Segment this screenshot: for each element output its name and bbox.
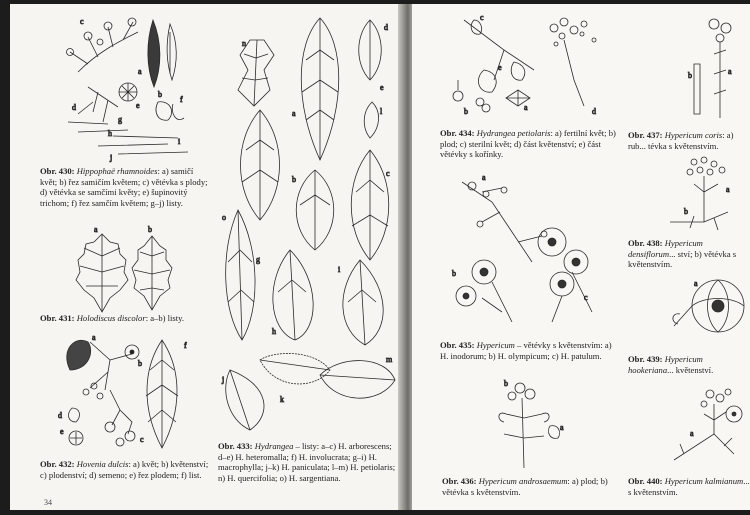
fig-label: b xyxy=(504,379,508,388)
fig-label: m xyxy=(386,355,393,364)
fig-label: c xyxy=(140,435,144,444)
caption-430 xyxy=(40,166,208,208)
fig-label: e xyxy=(60,427,64,436)
caption-431 xyxy=(40,313,210,324)
caption-species: Hypericum kalmianum xyxy=(664,476,744,486)
caption-number: Obr. 436: xyxy=(442,476,477,486)
caption-text: : a) rub... tévka s květenstvím. xyxy=(628,130,734,151)
caption-439 xyxy=(628,354,750,375)
caption-number: Obr. 433: xyxy=(218,441,253,451)
fig-label: d xyxy=(384,23,388,32)
caption-number: Obr. 437: xyxy=(628,130,663,140)
caption-435 xyxy=(440,340,620,361)
fig-label: b xyxy=(452,269,456,278)
fig-label: e xyxy=(380,83,384,92)
fig-label: a xyxy=(690,429,694,438)
caption-number: Obr. 431: xyxy=(40,313,75,323)
right-page xyxy=(412,4,750,510)
caption-text: ... květenství. xyxy=(667,364,714,375)
caption-440 xyxy=(628,476,750,497)
caption-433 xyxy=(218,441,400,483)
caption-text: – listy: a–c) H. arborescens; d–e) H. heteromalla; f) H. involucrata; g–i) H. macrophylla; j–k) H. paniculata; l–m) H. petiolaris; n) H. quercifolia; o) H. sargentiana. xyxy=(218,441,396,483)
caption-text: : a) květ; b) květenství; c) plodenství; d) semeno; e) řez plodem; f) list. xyxy=(40,459,209,480)
fig-label: a xyxy=(94,225,98,234)
caption-species: Hydrangea xyxy=(254,441,294,451)
fig-label: b xyxy=(148,225,152,234)
fig-label: k xyxy=(280,395,284,404)
left-page xyxy=(10,4,408,510)
fig-label: b xyxy=(292,175,296,184)
fig-label: e xyxy=(498,63,502,72)
fig-label: a xyxy=(524,103,528,112)
caption-number: Obr. 439: xyxy=(628,354,663,364)
fig-label: a xyxy=(482,173,486,182)
caption-text: ... s květenstvím. xyxy=(628,476,750,497)
fig-label: a xyxy=(728,67,732,76)
fig-label: b xyxy=(688,71,692,80)
figure-432-hovenia xyxy=(50,330,200,454)
caption-species: Hypericum coris xyxy=(664,130,723,140)
caption-number: Obr. 435: xyxy=(440,340,475,350)
figure-439-hypericum-hookeriana xyxy=(664,266,750,346)
fig-label: b xyxy=(684,207,688,216)
fig-label: g xyxy=(118,115,122,124)
fig-label: n xyxy=(242,39,246,48)
figure-431-holodiscus xyxy=(72,226,182,314)
caption-434 xyxy=(440,128,620,160)
page-number: 34 xyxy=(44,498,52,507)
caption-text: – větévky s květenstvím: a) H. inodorum; b) H. olympicum; c) H. patulum. xyxy=(440,340,612,361)
caption-number: Obr. 440: xyxy=(628,476,663,486)
caption-species: Hippophaë rhamnoides xyxy=(76,166,158,176)
caption-437 xyxy=(628,130,750,151)
caption-438 xyxy=(628,238,750,270)
figure-436-hypericum-androsaemum xyxy=(490,378,570,470)
fig-label: d xyxy=(72,103,76,112)
fig-label: i xyxy=(338,265,341,274)
fig-label: d xyxy=(592,107,596,116)
figure-438-hypericum-densiflorum xyxy=(664,152,750,236)
fig-label: g xyxy=(256,255,260,264)
fig-label: f xyxy=(180,95,183,104)
fig-label: b xyxy=(158,90,162,99)
fig-label: a xyxy=(694,279,698,288)
fig-label: b xyxy=(464,107,468,116)
fig-label: e xyxy=(136,101,140,110)
caption-text: : a) plod; b) větévka s květenstvím. xyxy=(442,476,608,497)
fig-label: f xyxy=(184,341,187,350)
caption-number: Obr. 432: xyxy=(40,459,75,469)
fig-label: c xyxy=(80,17,84,26)
caption-species: Hydrangea petiolaris xyxy=(476,128,551,138)
fig-label: h xyxy=(108,129,112,138)
fig-label: j xyxy=(222,375,225,384)
caption-number: Obr. 430: xyxy=(40,166,75,176)
caption-species: Hypericum androsaemum xyxy=(478,476,568,486)
fig-label: a xyxy=(138,67,142,76)
caption-species: Hypericum xyxy=(476,340,515,350)
caption-number: Obr. 438: xyxy=(628,238,663,248)
caption-text: : a) samičí květ; b) řez samičím květem; c) větévka s plody; d) větévka se samčími květy; e) šupinovitý trichom; f) řez samčím květem; g–j) listy. xyxy=(40,166,208,208)
caption-species: Hypericum densiflorum xyxy=(628,238,703,259)
fig-label: j xyxy=(110,153,113,162)
caption-species: Hypericum hookeriana xyxy=(628,354,703,375)
caption-text: : a–b) listy. xyxy=(145,313,185,323)
fig-label: c xyxy=(584,293,588,302)
fig-label: c xyxy=(386,169,390,178)
figure-434-hydrangea-petiolaris xyxy=(444,10,614,122)
fig-label: o xyxy=(222,213,226,222)
caption-species: Holodiscus discolor xyxy=(76,313,146,323)
fig-label: a xyxy=(92,333,96,342)
figure-433-hydrangea-leaves xyxy=(220,10,400,438)
caption-436 xyxy=(442,476,620,497)
fig-label: l xyxy=(380,107,383,116)
figure-430-hippophae xyxy=(58,12,198,162)
fig-label: a xyxy=(560,423,564,432)
caption-number: Obr. 434: xyxy=(440,128,475,138)
caption-text: : a) fertilní květ; b) plod; c) sterilní květ; d) část květenství; e) část větévky s kořínky. xyxy=(440,128,616,160)
fig-label: b xyxy=(138,359,142,368)
caption-species: Hovenia dulcis xyxy=(76,459,129,469)
fig-label: i xyxy=(178,137,181,146)
figure-437-hypericum-coris xyxy=(674,14,750,126)
fig-label: a xyxy=(292,109,296,118)
fig-label: d xyxy=(58,411,62,420)
figure-440-hypericum-kalmianum xyxy=(664,384,750,468)
caption-432 xyxy=(40,459,210,480)
fig-label: h xyxy=(272,327,276,336)
fig-label: a xyxy=(726,185,730,194)
fig-label: c xyxy=(480,13,484,22)
caption-text: ... ství; b) větévka s květenstvím. xyxy=(628,248,737,270)
figure-435-hypericum xyxy=(452,172,612,332)
